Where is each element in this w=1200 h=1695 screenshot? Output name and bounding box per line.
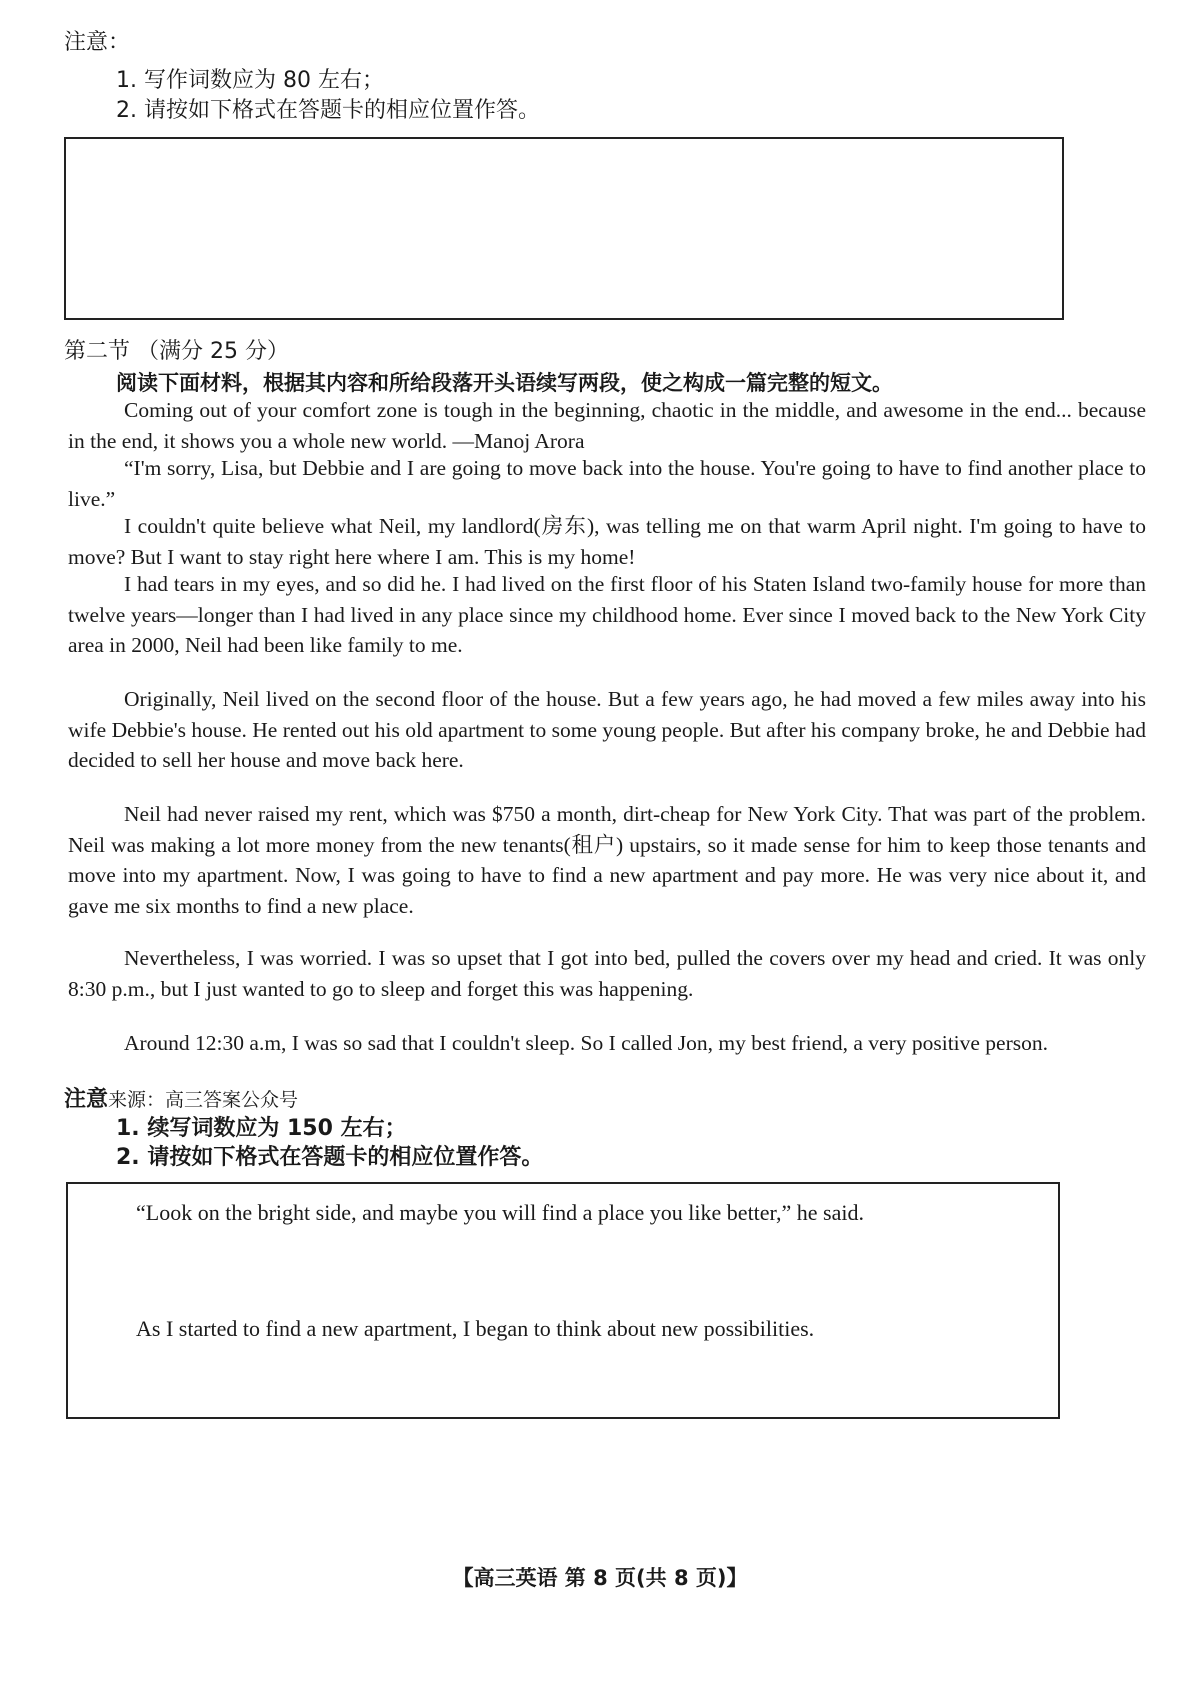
notes-heading: 注意： bbox=[64, 30, 131, 55]
continuation-opening-line-1: “Look on the bright side, and maybe you will find a place you like better,” he said. bbox=[136, 1200, 864, 1225]
passage-quote: Coming out of your comfort zone is tough in the beginning, chaotic in the middle, and awesome in the end... because in the end, it shows you a whole new world. —Manoj Arora bbox=[68, 398, 1146, 453]
continuation-notes-heading-row bbox=[64, 1085, 298, 1115]
section2-instruction: 阅读下面材料，根据其内容和所给段落开头语续写两段，使之构成一篇完整的短文。 bbox=[116, 371, 893, 395]
passage-paragraph: Nevertheless, I was worried. I was so upset that I got into bed, pulled the covers over my head and cried. It was only 8:30 p.m., but I just wanted to go to sleep and forget this was happening. bbox=[68, 946, 1146, 1001]
source-note: 来源：高三答案公众号 bbox=[108, 1089, 299, 1111]
passage-paragraph: I couldn't quite believe what Neil, my landlord(房东), was telling me on that warm April night. I'm going to have to move? But I want to stay right here where I am. This is my home! bbox=[68, 514, 1146, 569]
note-item-format: 2. 请按如下格式在答题卡的相应位置作答。 bbox=[116, 98, 540, 123]
page-footer: 【高三英语 第 8 页(共 8 页)】 bbox=[452, 1566, 748, 1590]
continuation-opening-line-2: As I started to find a new apartment, I began to think about new possibilities. bbox=[136, 1316, 815, 1341]
passage-paragraph: I had tears in my eyes, and so did he. I had lived on the first floor of his Staten Island two-family house for more than twelve years—longer than I had lived in any place since my childhood home. Ever since I moved back to the New York City area in 2000, Neil had been like family to me. bbox=[68, 572, 1146, 657]
section2-title: 第二节 （满分 25 分） bbox=[64, 339, 289, 364]
passage-paragraph: Originally, Neil lived on the second floor of the house. But a few years ago, he had moved a few miles away into his wife Debbie's house. He rented out his old apartment to some young people. But after his company broke, he and Debbie had decided to sell her house and move back here. bbox=[68, 687, 1146, 772]
passage-paragraph: “I'm sorry, Lisa, but Debbie and I are going to move back into the house. You're going to have to find another place to live.” bbox=[68, 456, 1146, 511]
writing-answer-box bbox=[64, 137, 1064, 320]
continuation-notes-heading: 注意 bbox=[64, 1087, 109, 1112]
continuation-answer-box bbox=[66, 1182, 1060, 1419]
continuation-note-word-count: 1. 续写词数应为 150 左右； bbox=[116, 1116, 407, 1141]
continuation-note-format: 2. 请按如下格式在答题卡的相应位置作答。 bbox=[116, 1145, 544, 1170]
passage-paragraph: Neil had never raised my rent, which was $750 a month, dirt-cheap for New York City. That was part of the problem. Neil was making a lot more money from the new tenants(租户) upstairs, so it made sense for him to keep those tenants and move into my apartment. Now, I was going to have to find a new apartment and pay more. He was very nice about it, and gave me six months to find a new place. bbox=[68, 802, 1146, 918]
note-item-word-count: 1. 写作词数应为 80 左右； bbox=[116, 68, 384, 93]
passage-paragraph: Around 12:30 a.m, I was so sad that I couldn't sleep. So I called Jon, my best friend, a very positive person. bbox=[124, 1031, 1049, 1055]
